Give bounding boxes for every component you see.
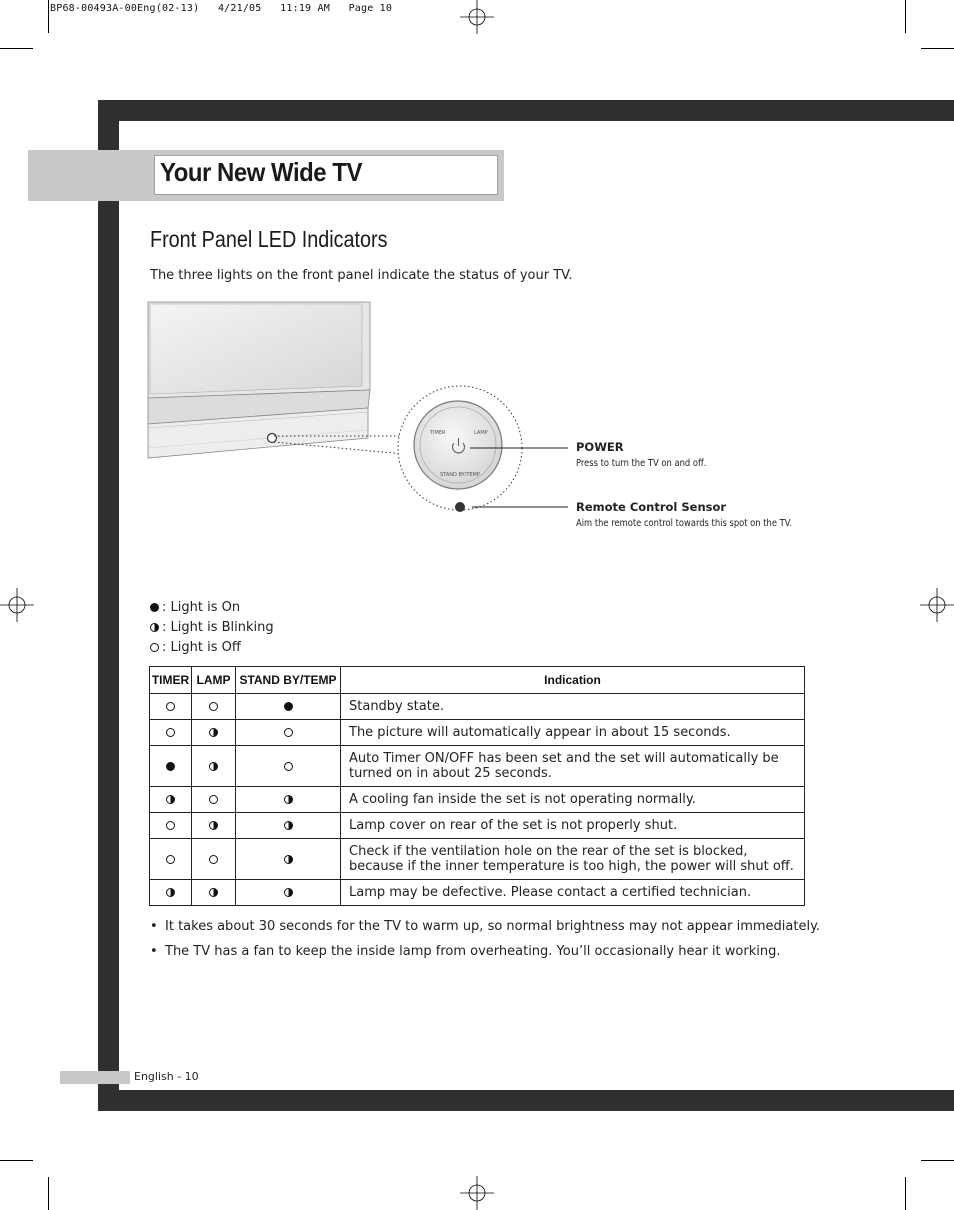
light-blinking-icon [209,821,218,830]
crop-mark [921,48,954,49]
callout-power [576,440,724,469]
table-row [150,720,805,746]
light-blinking-icon [209,888,218,897]
cell-lamp [192,694,236,720]
light-blinking-icon [284,888,293,897]
light-blinking-icon [150,623,159,632]
cell-standby [236,839,341,880]
table-row [150,839,805,880]
crop-mark [905,1177,906,1210]
light-blinking-icon [166,888,175,897]
light-off-icon [150,643,159,652]
light-blinking-icon [284,821,293,830]
legend-item [150,597,274,617]
notes-list [150,914,820,964]
cell-indication: Auto Timer ON/OFF has been set and the set will automatically be turned on in about 25 seconds. [341,746,805,787]
cell-indication: Lamp may be defective. Please contact a certified technician. [341,880,805,906]
registration-mark-icon [920,588,954,622]
registration-mark-icon [460,1176,494,1210]
legend-label: : Light is Off [162,639,241,655]
light-off-icon [284,728,293,737]
legend-item [150,637,274,657]
front-panel-illustration [140,298,800,548]
light-off-icon [209,702,218,711]
page-frame-left [98,100,119,1111]
light-blinking-icon [166,795,175,804]
cell-indication: Standby state. [341,694,805,720]
footer-bar [60,1071,130,1084]
cell-standby [236,746,341,787]
intro-text: The three lights on the front panel indicate the status of your TV. [150,268,573,283]
note-item [150,939,820,964]
table-row [150,746,805,787]
light-off-icon [166,821,175,830]
note-item [150,914,820,939]
crop-mark [48,0,49,33]
light-off-icon [284,762,293,771]
table-row [150,880,805,906]
cell-indication: A cooling fan inside the set is not operating normally. [341,787,805,813]
led-indicator-table [149,666,805,906]
light-off-icon [166,855,175,864]
light-off-icon [166,728,175,737]
light-on-icon [284,702,293,711]
section-title: Front Panel LED Indicators [150,226,388,252]
header-indication: Indication [341,667,805,694]
light-blinking-icon [209,728,218,737]
cell-standby [236,720,341,746]
crop-mark [0,1160,33,1161]
bullet-icon: • [150,944,158,959]
light-off-icon [209,855,218,864]
cell-lamp [192,880,236,906]
crop-mark [905,0,906,33]
crop-mark [921,1160,954,1161]
cell-standby [236,880,341,906]
legend-label: : Light is On [162,599,241,615]
cell-timer [150,787,192,813]
cell-timer [150,720,192,746]
cell-timer [150,694,192,720]
callout-remote-sensor [576,500,822,529]
page-title: Your New Wide TV [160,157,362,187]
cell-timer [150,839,192,880]
header-lamp: LAMP [192,667,236,694]
cell-lamp [192,813,236,839]
page-frame-top [98,100,954,121]
standby-label: STAND BY/TEMP [440,472,480,478]
crop-mark [0,48,33,49]
cell-indication: Lamp cover on rear of the set is not properly shut. [341,813,805,839]
cell-timer [150,813,192,839]
light-on-icon [150,603,159,612]
callout-title: POWER [576,440,624,454]
cell-lamp [192,746,236,787]
light-off-icon [209,795,218,804]
bullet-icon: • [150,919,158,934]
cell-indication: The picture will automatically appear in about 15 seconds. [341,720,805,746]
registration-mark-icon [0,588,34,622]
callout-desc: Press to turn the TV on and off. [576,458,707,469]
light-off-icon [166,702,175,711]
timer-label: TIMER [430,430,446,436]
cell-indication: Check if the ventilation hole on the rear of the set is blocked, because if the inner temperature is too high, the power will shut off. [341,839,805,880]
callout-desc: Aim the remote control towards this spot on the TV. [576,518,793,529]
light-blinking-icon [209,762,218,771]
callout-title: Remote Control Sensor [576,500,727,514]
table-row [150,813,805,839]
crop-mark [48,1177,49,1210]
legend-label: : Light is Blinking [162,619,274,635]
table-header-row [150,667,805,694]
cell-lamp [192,787,236,813]
registration-mark-icon [460,0,494,34]
header-standby: STAND BY/TEMP [236,667,341,694]
header-timer: TIMER [150,667,192,694]
light-blinking-icon [284,795,293,804]
cell-standby [236,813,341,839]
legend [150,597,274,657]
page-number: English - 10 [134,1070,199,1083]
table-row [150,694,805,720]
light-blinking-icon [284,855,293,864]
note-text: The TV has a fan to keep the inside lamp from overheating. You’ll occasionally hear it working. [165,944,781,959]
note-text: It takes about 30 seconds for the TV to warm up, so normal brightness may not appear immediately. [165,919,821,934]
legend-item [150,617,274,637]
cell-standby [236,694,341,720]
table-row [150,787,805,813]
cell-timer [150,746,192,787]
cell-standby [236,787,341,813]
lamp-label: LAMP [474,430,488,436]
cell-lamp [192,839,236,880]
cell-timer [150,880,192,906]
print-header: BP68-00493A-00Eng(02-13) 4/21/05 11:19 AM Page 10 [50,3,393,14]
page-frame-bottom [98,1090,954,1111]
light-on-icon [166,762,175,771]
cell-lamp [192,720,236,746]
